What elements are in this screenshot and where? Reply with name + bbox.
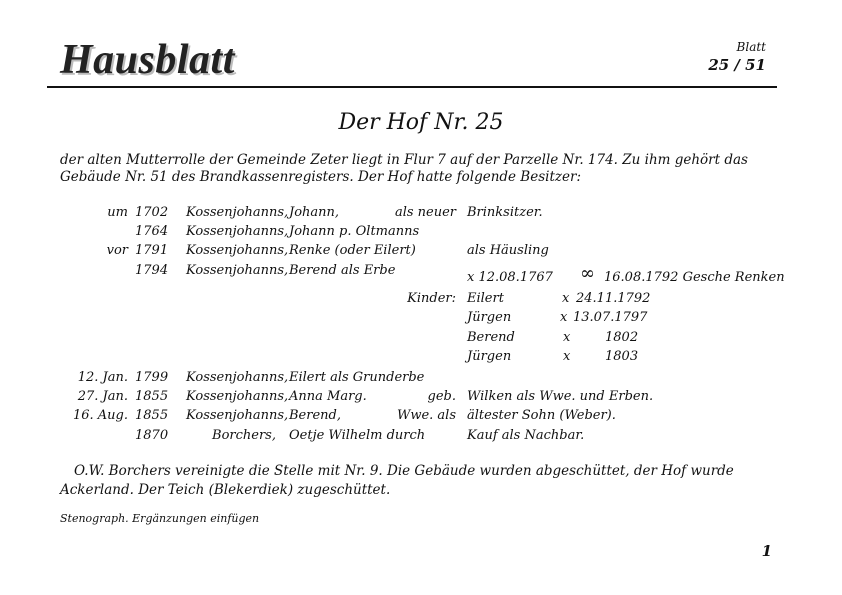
row-year: 1855	[135, 389, 169, 404]
row-year: 1870	[135, 428, 169, 443]
child-name: Jürgen	[467, 310, 512, 325]
row-note: Brinksitzer.	[467, 205, 543, 220]
row-extra: als neuer	[394, 205, 456, 220]
child-date: 24.11.1792	[576, 291, 651, 306]
row-year: 1764	[135, 224, 169, 239]
document-header-title: Hausblatt	[60, 37, 235, 83]
row-date: 12. Jan.	[77, 370, 128, 385]
child-mark: x	[560, 310, 568, 325]
child-mark: x	[562, 291, 570, 306]
row-note: ältester Sohn (Weber).	[467, 408, 616, 423]
page-number: 1	[761, 542, 772, 560]
closing-paragraph	[60, 462, 775, 500]
row-given: Renke (oder Eilert)	[289, 243, 416, 258]
row-name: Kossenjohanns,	[186, 224, 289, 239]
row-year: 1794	[135, 263, 169, 278]
row-name: Borchers,	[212, 428, 276, 443]
row-name: Kossenjohanns,	[186, 263, 289, 278]
row-given: Johann,	[289, 205, 340, 220]
sheet-label: Blatt	[736, 40, 766, 54]
row-note: als Häusling	[467, 243, 549, 258]
row-extra: Wwe. als	[396, 408, 456, 423]
marriage-details: 16.08.1792 Gesche Renken	[604, 270, 785, 285]
row-note: Wilken als Wwe. und Erben.	[467, 389, 654, 404]
row-name: Kossenjohanns,	[186, 243, 289, 258]
header-divider	[47, 86, 777, 88]
marriage-symbol: ∞	[580, 263, 595, 284]
child-date: 1803	[605, 349, 639, 364]
row-name: Kossenjohanns,	[186, 389, 289, 404]
stenography-note: Stenograph. Ergänzungen einfügen	[60, 512, 260, 525]
row-date: 16. Aug.	[72, 408, 128, 423]
row-given: Johann p. Oltmanns	[289, 224, 420, 239]
intro-paragraph: der alten Mutterrolle der Gemeinde Zeter liegt in Flur 7 auf der Parzelle Nr. 174. Zu ihm gehört das Gebäude Nr. 51 des Brandkassenregisters. Der Hof hatte folgende Besitzer:	[60, 152, 748, 185]
row-date: vor	[106, 243, 128, 258]
row-given: Eilert als Grunderbe	[289, 370, 425, 385]
child-date: 13.07.1797	[573, 310, 648, 325]
row-name: Kossenjohanns,	[186, 408, 289, 423]
birth-date: x 12.08.1767	[467, 270, 553, 285]
child-mark: x	[563, 330, 571, 345]
child-name: Berend	[467, 330, 515, 345]
row-given: Berend als Erbe	[289, 263, 396, 278]
row-year: 1702	[135, 205, 169, 220]
row-year: 1791	[135, 243, 169, 258]
child-name: Eilert	[467, 291, 504, 306]
row-date: um	[107, 205, 128, 220]
row-year: 1799	[135, 370, 169, 385]
row-given: Anna Marg.	[289, 389, 367, 404]
row-name: Kossenjohanns,	[186, 370, 289, 385]
farm-title: Der Hof Nr. 25	[338, 110, 504, 135]
row-given: Berend,	[289, 408, 341, 423]
row-date: 27. Jan.	[77, 389, 128, 404]
child-name: Jürgen	[467, 349, 512, 364]
sheet-number: 25 / 51	[708, 56, 766, 74]
closing-text: O.W. Borchers vereinigte die Stelle mit Nr. 9. Die Gebäude wurden abgeschüttet, der Hof wurde Ackerland. Der Teich (Blekerdiek) zugeschüttet.	[60, 463, 734, 498]
row-year: 1855	[135, 408, 169, 423]
row-extra: geb.	[427, 389, 456, 404]
child-mark: x	[563, 349, 571, 364]
row-note: Kauf als Nachbar.	[467, 428, 585, 443]
child-date: 1802	[605, 330, 639, 345]
children-label: Kinder:	[407, 291, 456, 306]
row-name: Kossenjohanns,	[186, 205, 289, 220]
row-given: Oetje Wilhelm durch	[289, 428, 426, 443]
